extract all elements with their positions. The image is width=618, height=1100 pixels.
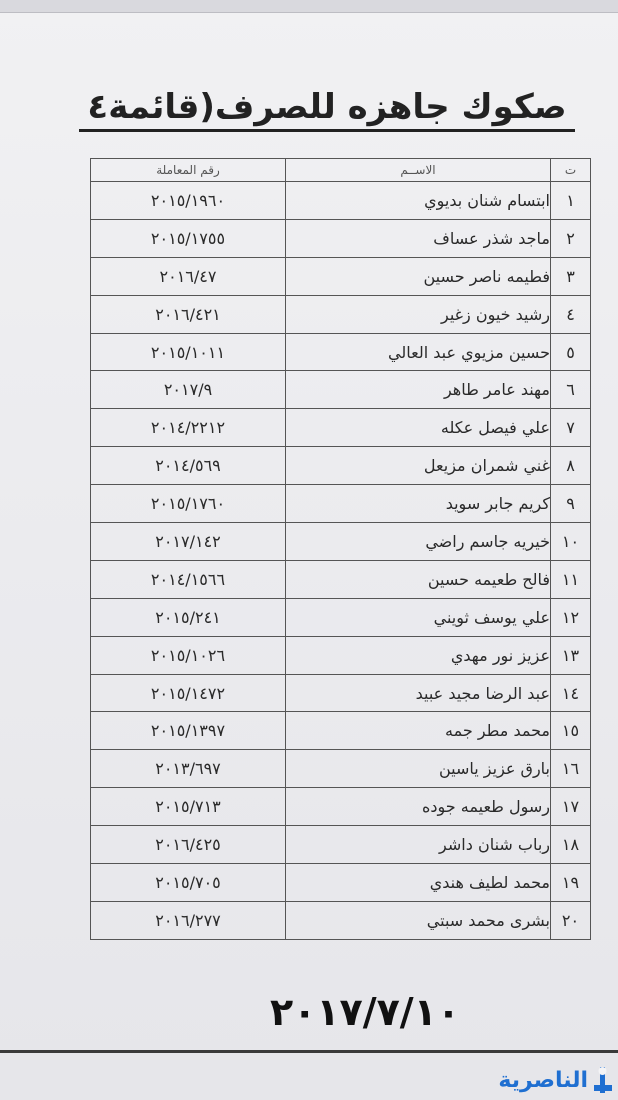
row-number: ١٣ [551, 636, 591, 674]
row-transaction-number: ٢٠١٧/٩ [91, 371, 286, 409]
table-row [91, 674, 591, 712]
row-name: مهند عامر طاهر [286, 371, 551, 409]
table-row [91, 901, 591, 939]
row-number: ٤ [551, 295, 591, 333]
table-row [91, 409, 591, 447]
row-number: ١٩ [551, 864, 591, 902]
table-row [91, 523, 591, 561]
logo-icon [592, 1065, 614, 1095]
row-number: ١٨ [551, 826, 591, 864]
header-number: ت [551, 159, 591, 182]
table-row [91, 750, 591, 788]
table-row [91, 371, 591, 409]
row-name: حسين مزيوي عبد العالي [286, 333, 551, 371]
handwritten-date: ٢٠١٧/٧/١٠ [269, 990, 461, 1034]
row-number: ٢ [551, 219, 591, 257]
table-header-row [91, 159, 591, 182]
row-number: ١٧ [551, 788, 591, 826]
row-number: ١٤ [551, 674, 591, 712]
row-transaction-number: ٢٠١٦/٤٢١ [91, 295, 286, 333]
row-transaction-number: ٢٠١٥/١٠٢٦ [91, 636, 286, 674]
table-row [91, 598, 591, 636]
row-number: ١ [551, 182, 591, 220]
table-row [91, 788, 591, 826]
row-name: بشرى محمد سبتي [286, 901, 551, 939]
row-transaction-number: ٢٠١٣/٦٩٧ [91, 750, 286, 788]
row-name: بارق عزيز ياسين [286, 750, 551, 788]
row-name: رباب شنان داشر [286, 826, 551, 864]
row-name: كريم جابر سويد [286, 485, 551, 523]
title-area [87, 80, 567, 138]
table-row [91, 864, 591, 902]
table-row [91, 219, 591, 257]
table-row [91, 182, 591, 220]
row-name: عزيز نور مهدي [286, 636, 551, 674]
row-name: عبد الرضا مجيد عبيد [286, 674, 551, 712]
row-number: ١٢ [551, 598, 591, 636]
paper-edge [0, 0, 618, 13]
row-number: ٨ [551, 447, 591, 485]
row-transaction-number: ٢٠١٥/١٧٥٥ [91, 219, 286, 257]
row-name: ماجد شذر عساف [286, 219, 551, 257]
row-transaction-number: ٢٠١٥/١٧٦٠ [91, 485, 286, 523]
table-row [91, 636, 591, 674]
row-transaction-number: ٢٠١٥/١٣٩٧ [91, 712, 286, 750]
table-row [91, 485, 591, 523]
table-row [91, 712, 591, 750]
row-transaction-number: ٢٠١٥/٧١٣ [91, 788, 286, 826]
logo-text: الناصرية [498, 1067, 588, 1093]
row-number: ٥ [551, 333, 591, 371]
cheques-table [90, 158, 591, 940]
row-number: ١٠ [551, 523, 591, 561]
bottom-divider [0, 1050, 618, 1053]
row-transaction-number: ٢٠١٥/١٠١١ [91, 333, 286, 371]
row-transaction-number: ٢٠١٦/٤٧ [91, 257, 286, 295]
row-transaction-number: ٢٠١٥/١٩٦٠ [91, 182, 286, 220]
watermark-logo [488, 1062, 614, 1098]
row-name: علي يوسف ثويني [286, 598, 551, 636]
row-transaction-number: ٢٠١٦/٢٧٧ [91, 901, 286, 939]
table-row [91, 447, 591, 485]
row-transaction-number: ٢٠١٥/٢٤١ [91, 598, 286, 636]
row-number: ١١ [551, 560, 591, 598]
table-row [91, 295, 591, 333]
row-name: محمد مطر جمه [286, 712, 551, 750]
header-name: الاســم [286, 159, 551, 182]
row-number: ٣ [551, 257, 591, 295]
row-name: فالح طعيمه حسين [286, 560, 551, 598]
row-transaction-number: ٢٠١٥/١٤٧٢ [91, 674, 286, 712]
table-row [91, 257, 591, 295]
row-name: رشيد خيون زغير [286, 295, 551, 333]
row-number: ٧ [551, 409, 591, 447]
row-transaction-number: ٢٠١٧/١٤٢ [91, 523, 286, 561]
table-row [91, 826, 591, 864]
row-transaction-number: ٢٠١٤/٥٦٩ [91, 447, 286, 485]
page-title: صكوك جاهزه للصرف(قائمة٤ [79, 87, 574, 132]
row-number: ٢٠ [551, 901, 591, 939]
row-name: خيريه جاسم راضي [286, 523, 551, 561]
row-name: رسول طعيمه جوده [286, 788, 551, 826]
row-number: ١٦ [551, 750, 591, 788]
row-number: ١٥ [551, 712, 591, 750]
row-name: فطيمه ناصر حسين [286, 257, 551, 295]
row-name: علي فيصل عكله [286, 409, 551, 447]
table-row [91, 333, 591, 371]
row-transaction-number: ٢٠١٤/٢٢١٢ [91, 409, 286, 447]
row-number: ٩ [551, 485, 591, 523]
row-number: ٦ [551, 371, 591, 409]
row-name: محمد لطيف هندي [286, 864, 551, 902]
row-transaction-number: ٢٠١٤/١٥٦٦ [91, 560, 286, 598]
row-transaction-number: ٢٠١٥/٧٠٥ [91, 864, 286, 902]
row-transaction-number: ٢٠١٦/٤٢٥ [91, 826, 286, 864]
row-name: ابتسام شنان بديوي [286, 182, 551, 220]
header-transaction-number: رقم المعاملة [91, 159, 286, 182]
table-row [91, 560, 591, 598]
row-name: غني شمران مزيعل [286, 447, 551, 485]
